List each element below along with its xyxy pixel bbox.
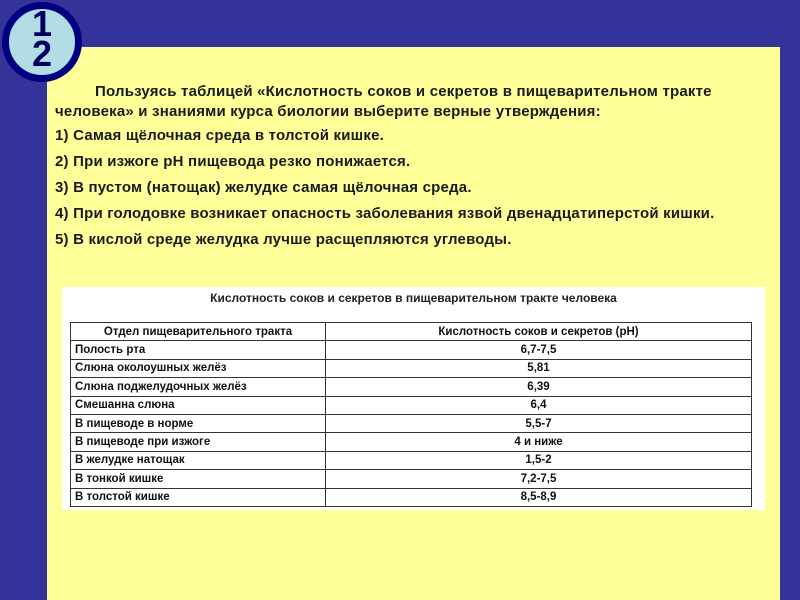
- option-1: 1) Самая щёлочная среда в толстой кишке.: [55, 127, 384, 144]
- question-text: [55, 82, 765, 256]
- ph-cell: 5,81: [326, 359, 752, 377]
- section-cell: В пищеводе при изжоге: [71, 433, 326, 451]
- ph-cell: 8,5-8,9: [326, 488, 752, 506]
- ph-cell: 4 и ниже: [326, 433, 752, 451]
- table-row: [71, 341, 752, 359]
- ph-cell: 7,2-7,5: [326, 470, 752, 488]
- section-cell: Слюна околоушных желёз: [71, 359, 326, 377]
- table-row: [71, 488, 752, 506]
- acidity-table: [70, 322, 752, 507]
- table-row: [71, 359, 752, 377]
- section-cell: Слюна поджелудочных желёз: [71, 378, 326, 396]
- ph-cell: 6,7-7,5: [326, 341, 752, 359]
- section-cell: В тонкой кишке: [71, 470, 326, 488]
- ph-cell: 5,5-7: [326, 414, 752, 432]
- section-cell: Смешанна слюна: [71, 396, 326, 414]
- ph-cell: 1,5-2: [326, 451, 752, 469]
- question-number-badge: [2, 2, 82, 82]
- section-cell: В толстой кишке: [71, 488, 326, 506]
- table-row: [71, 396, 752, 414]
- badge-digit-bottom: 2: [31, 33, 53, 74]
- acidity-table-figure: [62, 287, 765, 510]
- table-row: [71, 470, 752, 488]
- section-cell: В желудке натощак: [71, 451, 326, 469]
- option-2: 2) При изжоге рН пищевода резко понижается.: [55, 153, 411, 170]
- section-cell: В пищеводе в норме: [71, 414, 326, 432]
- table-header-row: [71, 323, 752, 341]
- ph-cell: 6,4: [326, 396, 752, 414]
- header-ph: Кислотность соков и секретов (pH): [326, 323, 752, 341]
- table-row: [71, 414, 752, 432]
- table-row: [71, 451, 752, 469]
- table-row: [71, 433, 752, 451]
- option-4: 4) При голодовке возникает опасность заболевания язвой двенадцатиперстой кишки.: [55, 205, 715, 222]
- question-intro: Пользуясь таблицей «Кислотность соков и секретов в пищеварительном тракте человека» и знаниями курса биологии выберите верные утверждения:: [55, 83, 712, 120]
- section-cell: Полость рта: [71, 341, 326, 359]
- option-5: 5) В кислой среде желудка лучше расщепляются углеводы.: [55, 231, 512, 248]
- badge-digit-top: 1: [31, 3, 53, 44]
- table-title: Кислотность соков и секретов в пищеварительном тракте человека: [210, 291, 617, 305]
- ph-cell: 6,39: [326, 378, 752, 396]
- table-row: [71, 378, 752, 396]
- header-section: Отдел пищеварительного тракта: [71, 323, 326, 341]
- option-3: 3) В пустом (натощак) желудке самая щёлочная среда.: [55, 179, 472, 196]
